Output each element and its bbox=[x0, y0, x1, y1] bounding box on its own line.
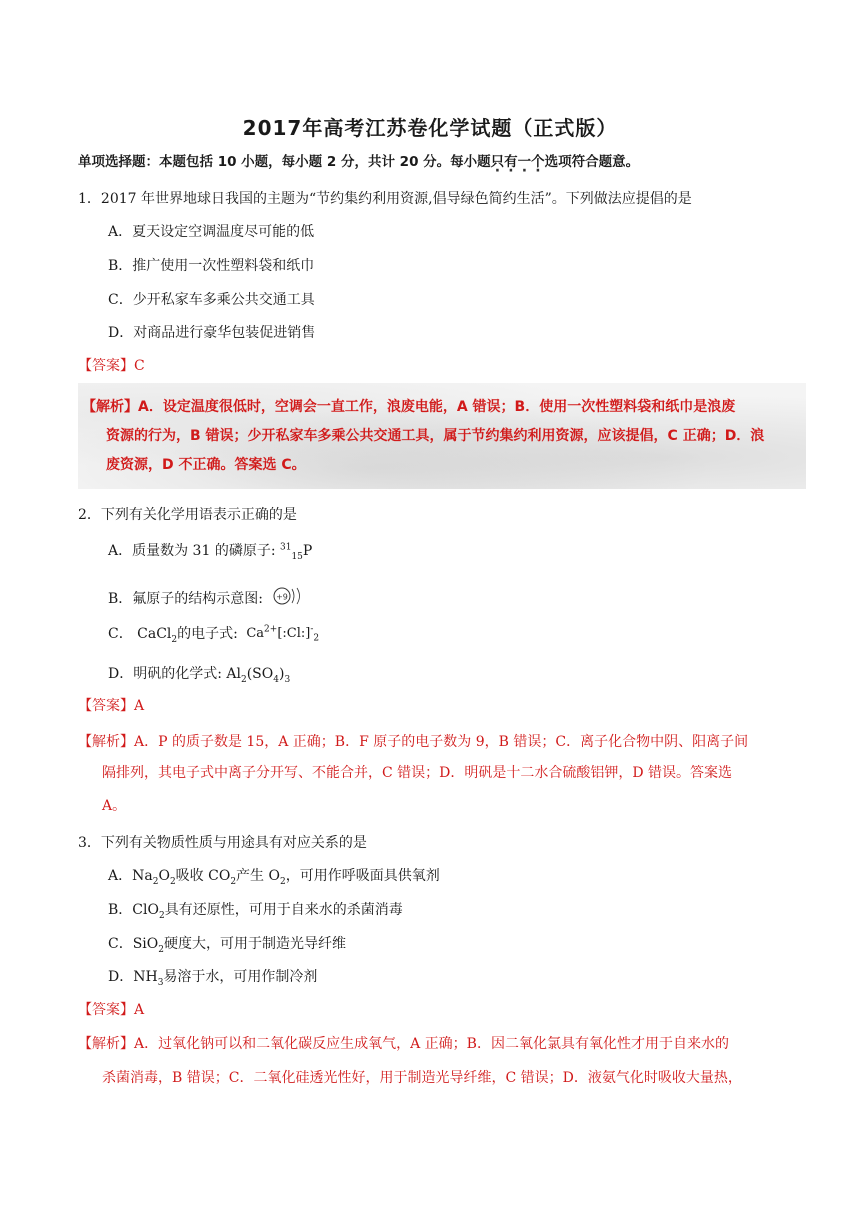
page-title: 2017年高考江苏卷化学试题（正式版） bbox=[242, 116, 618, 140]
element-symbol: P bbox=[302, 543, 313, 559]
formula-part: ) bbox=[278, 666, 285, 682]
calcium-symbol: Ca bbox=[246, 626, 265, 641]
question-3-answer: 【答案】A bbox=[78, 1002, 145, 1018]
text: 吸收 CO bbox=[175, 868, 231, 884]
subscript: 2 bbox=[158, 910, 165, 921]
question-3-option-c bbox=[108, 934, 346, 954]
question-2-option-a bbox=[108, 541, 312, 561]
option-d-text: D．明矾的化学式: Al bbox=[108, 666, 241, 682]
question-3-option-b bbox=[108, 900, 403, 920]
question-2-explanation-line-3: A。 bbox=[102, 798, 127, 814]
question-3-option-d bbox=[108, 967, 317, 987]
intro-text-end: 选项符合题意。 bbox=[544, 154, 640, 170]
emphasis-char: 个 bbox=[531, 154, 545, 170]
text: ，可用作呼吸面具供氧剂 bbox=[285, 868, 440, 884]
section-intro bbox=[78, 152, 639, 172]
question-1-explanation-line-1: 【解析】A．设定温度很低时，空调会一直工作，浪废电能，A 错误；B．使用一次性塑料袋和纸巾是浪废 bbox=[82, 399, 736, 415]
question-1-answer: 【答案】C bbox=[78, 358, 145, 374]
question-2-option-d bbox=[108, 664, 290, 684]
text: A．Na bbox=[108, 868, 153, 884]
chloride-count: 2 bbox=[313, 633, 320, 644]
text: 易溶于水，可用作制冷剂 bbox=[163, 969, 318, 985]
option-c-text: C． CaCl bbox=[108, 626, 172, 642]
chloride-charge: - bbox=[310, 624, 314, 635]
question-2-answer: 【答案】A bbox=[78, 698, 145, 714]
mass-number: 31 bbox=[280, 542, 292, 553]
question-3-stem: 3．下列有关物质性质与用途具有对应关系的是 bbox=[78, 835, 367, 851]
atom-structure-diagram bbox=[271, 585, 305, 613]
nucleus-charge: +9 bbox=[276, 592, 289, 602]
question-3-explanation-line-2: 杀菌消毒，B 错误；C．二氧化硅透光性好，用于制造光导纤维，C 错误；D．液氨气化时吸收大量热， bbox=[102, 1070, 742, 1086]
question-2-explanation-line-1: 【解析】A．P 的质子数是 15，A 正确；B．F 原子的电子数为 9，B 错误；C．离子化合物中阴、阳离子间 bbox=[78, 734, 749, 750]
emphasis-char: 只 bbox=[490, 154, 505, 170]
subscript: 3 bbox=[157, 977, 164, 988]
subscript: 3 bbox=[284, 674, 291, 685]
subscript: 2 bbox=[171, 634, 178, 645]
emphasis-char: 一 bbox=[517, 154, 532, 170]
option-a-text: A．质量数为 31 的磷原子: bbox=[108, 543, 280, 559]
subscript: 4 bbox=[273, 674, 279, 685]
emphasis-char: 有 bbox=[504, 154, 518, 170]
intro-text: 单项选择题：本题包括 10 小题，每小题 2 分，共计 20 分。每小题 bbox=[78, 154, 491, 170]
question-3-option-a bbox=[108, 866, 440, 886]
text: 具有还原性，可用于自来水的杀菌消毒 bbox=[164, 902, 403, 918]
text: C．SiO bbox=[108, 936, 159, 952]
text: O bbox=[158, 868, 170, 884]
formula-part: (SO bbox=[246, 666, 274, 682]
text: 硬度大，可用于制造光导纤维 bbox=[164, 936, 346, 952]
question-1-option-c: C．少开私家车多乘公共交通工具 bbox=[108, 292, 315, 308]
question-2-option-b bbox=[108, 585, 305, 613]
subscript: 2 bbox=[169, 876, 176, 887]
question-2-option-c bbox=[108, 624, 319, 644]
calcium-charge: 2+ bbox=[264, 624, 278, 635]
chloride-bracket: [:Cl:] bbox=[277, 626, 311, 641]
subscript: 2 bbox=[158, 944, 164, 955]
question-1-option-d: D．对商品进行豪华包装促进销售 bbox=[108, 325, 316, 341]
question-1-stem: 1．2017 年世界地球日我国的主题为“节约集约利用资源,倡导绿色简约生活”。下列做法应提倡的是 bbox=[78, 191, 692, 207]
option-b-text: B．氟原子的结构示意图: bbox=[108, 591, 268, 607]
subscript: 2 bbox=[152, 876, 159, 887]
text: D．NH bbox=[108, 969, 158, 985]
question-1-explanation-line-2: 资源的行为，B 错误；少开私家车多乘公共交通工具，属于节约集约利用资源，应该提倡，C 正确；D．浪 bbox=[106, 428, 765, 444]
text: B．ClO bbox=[108, 902, 159, 918]
question-1-option-b: B．推广使用一次性塑料袋和纸巾 bbox=[108, 258, 315, 274]
electron-formula bbox=[246, 624, 319, 644]
subscript: 2 bbox=[240, 674, 247, 685]
question-3-explanation-line-1: 【解析】A．过氧化钠可以和二氧化碳反应生成氧气，A 正确；B．因二氧化氯具有氧化性才用于自来水的 bbox=[78, 1036, 729, 1052]
question-2-explanation-line-2: 隔排列，其电子式中离子分开写、不能合并，C 错误；D．明矾是十二水合硫酸铝钾，D 错误。答案选 bbox=[102, 765, 733, 781]
subscript: 2 bbox=[279, 876, 286, 887]
question-1-option-a: A．夏天设定空调温度尽可能的低 bbox=[108, 224, 315, 240]
question-2-stem: 2．下列有关化学用语表示正确的是 bbox=[78, 507, 297, 523]
subscript: 2 bbox=[230, 876, 237, 887]
text: 产生 O bbox=[236, 868, 280, 884]
option-c-text-2: 的电子式: bbox=[177, 626, 243, 642]
question-1-explanation-line-3: 废资源，D 不正确。答案选 C。 bbox=[106, 457, 306, 473]
atomic-number: 15 bbox=[291, 551, 303, 562]
scanned-explanation-image bbox=[78, 383, 806, 489]
